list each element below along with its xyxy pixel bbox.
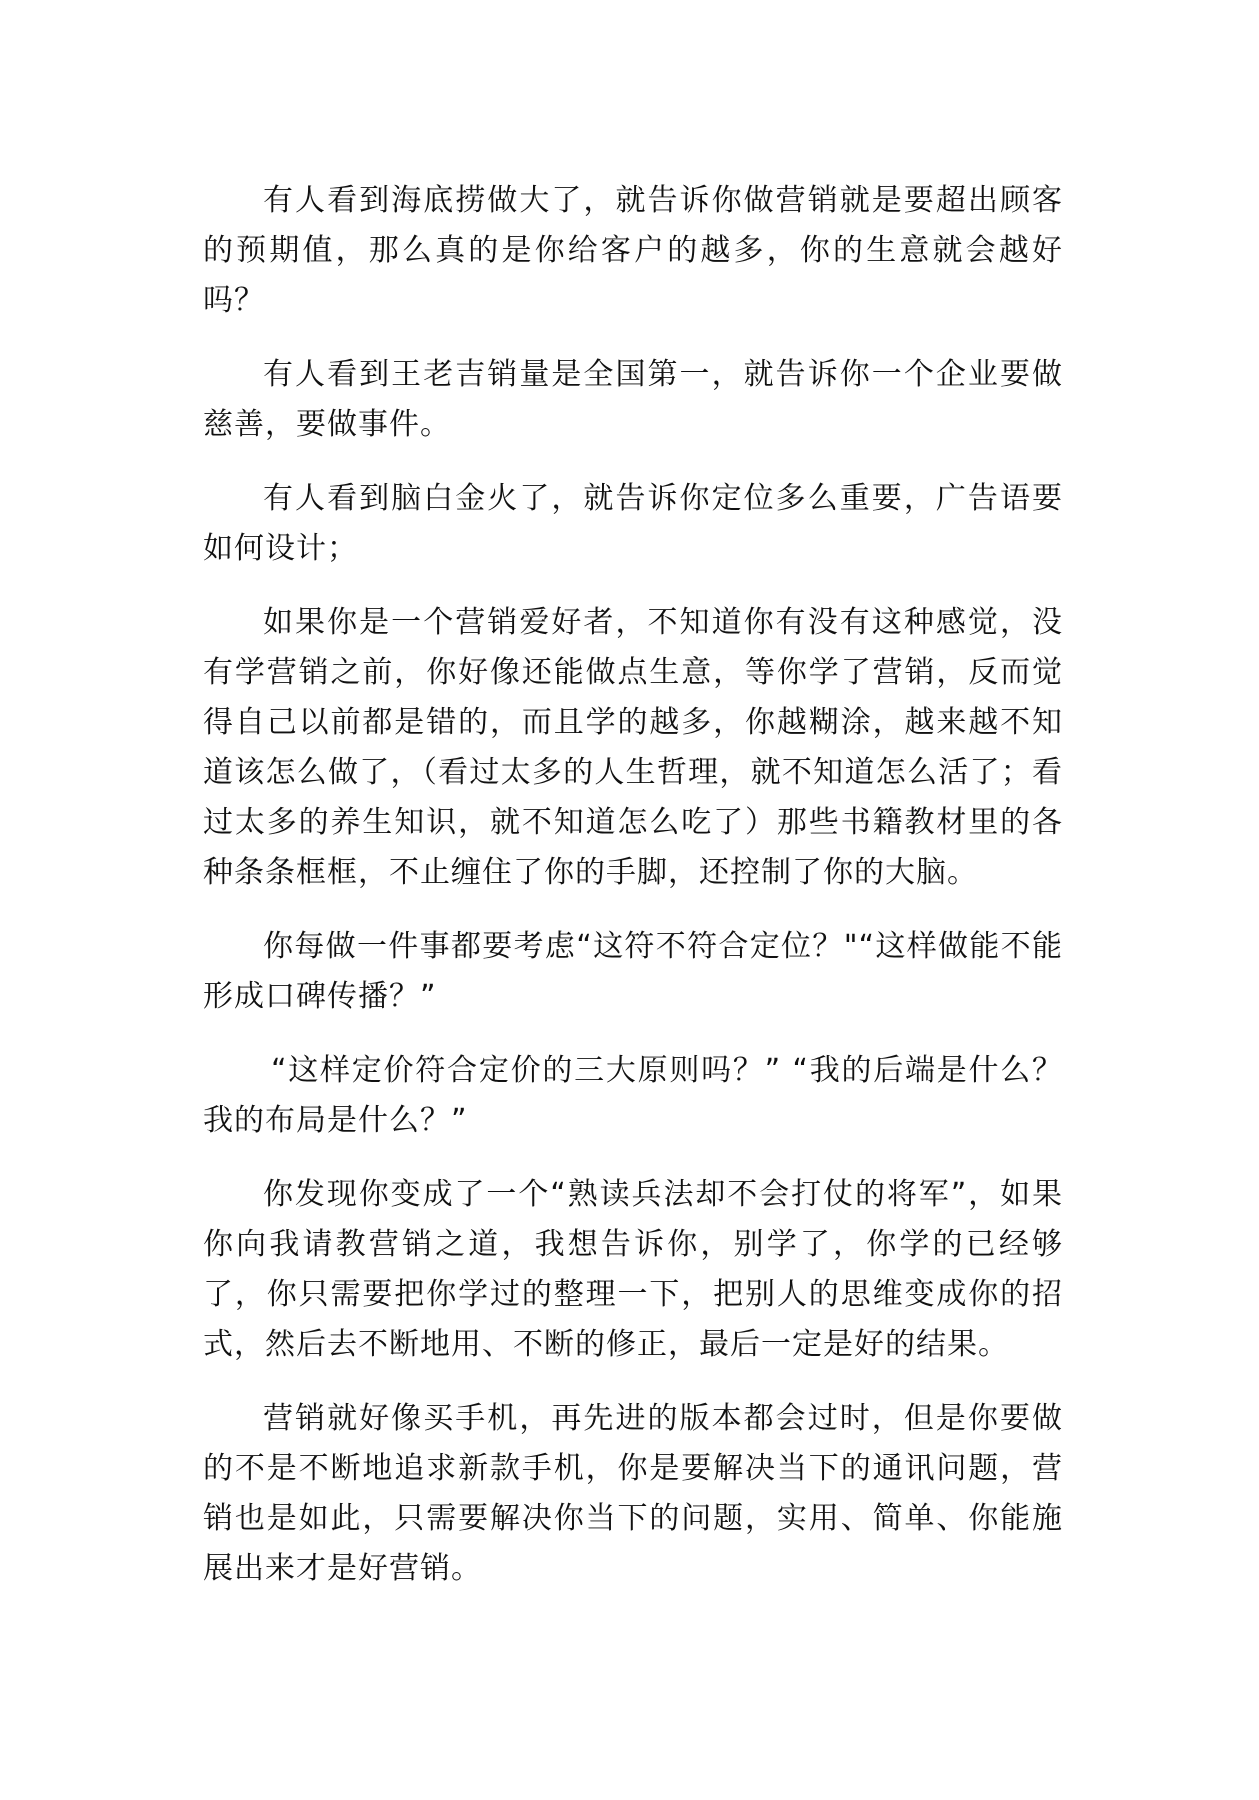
paragraph: 有人看到王老吉销量是全国第一，就告诉你一个企业要做慈善，要做事件。 <box>203 357 1063 442</box>
paragraph: 如果你是一个营销爱好者，不知道你有没有这种感觉，没有学营销之前，你好像还能做点生意，等你学了营销，反而觉得自己以前都是错的，而且学的越多，你越糊涂，越来越不知道该怎么做了，（看过太多的人生哲理，就不知道怎么活了；看过太多的养生知识，就不知道怎么吃了）那些书籍教材里的各种条条框框，不止缠住了你的手脚，还控制了你的大脑。 <box>203 605 1063 890</box>
paragraph: 营销就好像买手机，再先进的版本都会过时，但是你要做的不是不断地追求新款手机，你是要解决当下的通讯问题，营销也是如此，只需要解决你当下的问题，实用、简单、你能施展出来才是好营销。 <box>203 1401 1063 1586</box>
paragraph: 你发现你变成了一个“熟读兵法却不会打仗的将军”，如果你向我请教营销之道，我想告诉你，别学了，你学的已经够了，你只需要把你学过的整理一下，把别人的思维变成你的招式，然后去不断地用、不断的修正，最后一定是好的结果。 <box>203 1177 1063 1362</box>
paragraph: 有人看到脑白金火了，就告诉你定位多么重要，广告语要如何设计； <box>203 481 1063 566</box>
paragraph: 你每做一件事都要考虑“这符不符合定位？"“这样做能不能形成口碑传播？” <box>203 929 1063 1014</box>
document-body <box>203 176 1063 1618</box>
paragraph: “这样定价符合定价的三大原则吗？” “我的后端是什么？我的布局是什么？” <box>203 1053 1063 1138</box>
paragraph: 有人看到海底捞做大了，就告诉你做营销就是要超出顾客的预期值，那么真的是你给客户的越多，你的生意就会越好吗？ <box>203 183 1063 318</box>
